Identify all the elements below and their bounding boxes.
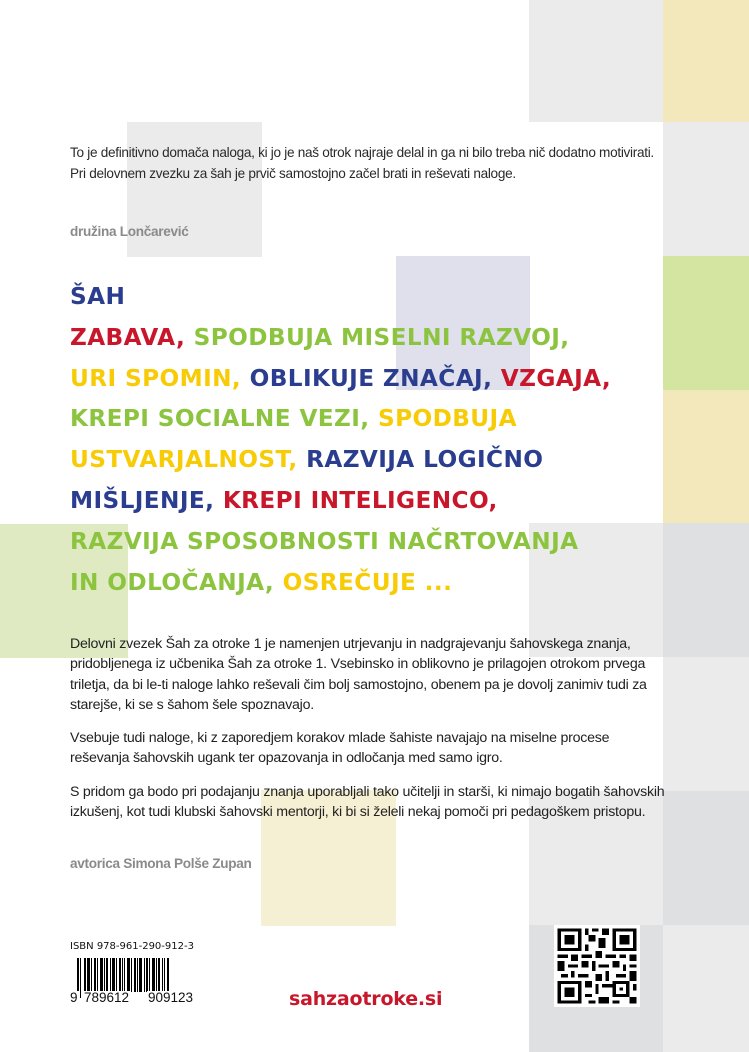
bg-block — [663, 925, 749, 1052]
headline — [70, 277, 670, 603]
phrase: OSREČUJE ... — [282, 568, 453, 596]
bg-block — [663, 657, 749, 791]
phrase: IN ODLOČANJA, — [70, 568, 275, 596]
phrase: KREPI SOCIALNE VEZI, — [70, 405, 370, 433]
bg-block — [663, 791, 749, 925]
headline-line — [70, 440, 670, 481]
headline-line — [70, 563, 670, 604]
barcode-digits-right: 909123 — [148, 990, 194, 1005]
description-paragraph: Delovni zvezek Šah za otroke 1 je namenjen utrjevanju in nadgrajevanju šahovskega znanja, pridobljenega iz učbenika Šah za otroke 1. Vsebinsko in oblikovno je prilagojen otrokom prvega triletja, da bi le-ti naloge lahko reševali čim bolj samostojno, obenem pa je dovolj zanimiv tudi za starejše, ki se s šahom šele spoznavajo. — [70, 636, 647, 714]
headline-line — [70, 359, 670, 400]
testimonial-text: To je definitivno domača naloga, ki jo je naš otrok najraje delal in ga ni bilo treba nič dodatno motivirati. Pri delovnem zvezku za šah je prvič samostojno začel brati in reševati naloge. — [70, 145, 654, 181]
bg-block — [529, 0, 663, 122]
isbn-label: ISBN 978-961-290-912-3 — [70, 941, 194, 952]
phrase: RAZVIJA LOGIČNO — [306, 446, 544, 474]
phrase: ZABAVA, — [70, 323, 186, 351]
description-paragraph: S pridom ga bodo pri podajanju znanja uporabljali tako učitelji in starši, ki nimajo bogatih šahovskih izkušenj, kot tudi klubski šahovski mentorji, ki bi si želeli nekaj pomoči pri pedagoškem pristopu. — [70, 784, 665, 821]
phrase: KREPI INTELIGENCO, — [222, 486, 498, 514]
phrase: RAZVIJA SPOSOBNOSTI NAČRTOVANJA — [70, 527, 579, 555]
phrase: SPODBUJA MISELNI RAZVOJ, — [193, 323, 570, 351]
qr-code-icon — [554, 925, 640, 1007]
phrase: SPODBUJA — [377, 405, 517, 433]
bg-block — [663, 256, 749, 390]
barcode-digits-left: 789612 — [84, 990, 130, 1005]
description-author: avtorica Simona Polše Zupan — [70, 856, 252, 871]
bg-block — [663, 0, 749, 122]
headline-line — [70, 481, 670, 522]
headline-line — [70, 399, 670, 440]
phrase: OBLIKUJE ZNAČAJ, — [249, 364, 493, 392]
phrase: USTVARJALNOST, — [70, 446, 298, 474]
headline-title: ŠAH — [70, 283, 126, 310]
headline-line — [70, 318, 670, 359]
phrase: MIŠLJENJE, — [70, 486, 215, 514]
phrase: URI SPOMIN, — [70, 364, 242, 392]
website-link[interactable]: sahzaotroke.si — [289, 988, 443, 1010]
phrase: VZGAJA, — [500, 364, 612, 392]
testimonial-author: družina Lončarević — [70, 224, 189, 239]
barcode-digit-first: 9 — [70, 990, 78, 1005]
bg-block — [663, 523, 749, 657]
bg-block — [663, 122, 749, 256]
description-paragraph: Vsebuje tudi naloge, ki z zaporedjem korakov mlade šahiste navajajo na miselne procese reševanja šahovskih ugank ter opazovanja in odločanja med samo igro. — [70, 730, 610, 767]
bg-block — [663, 390, 749, 523]
headline-line — [70, 522, 670, 563]
